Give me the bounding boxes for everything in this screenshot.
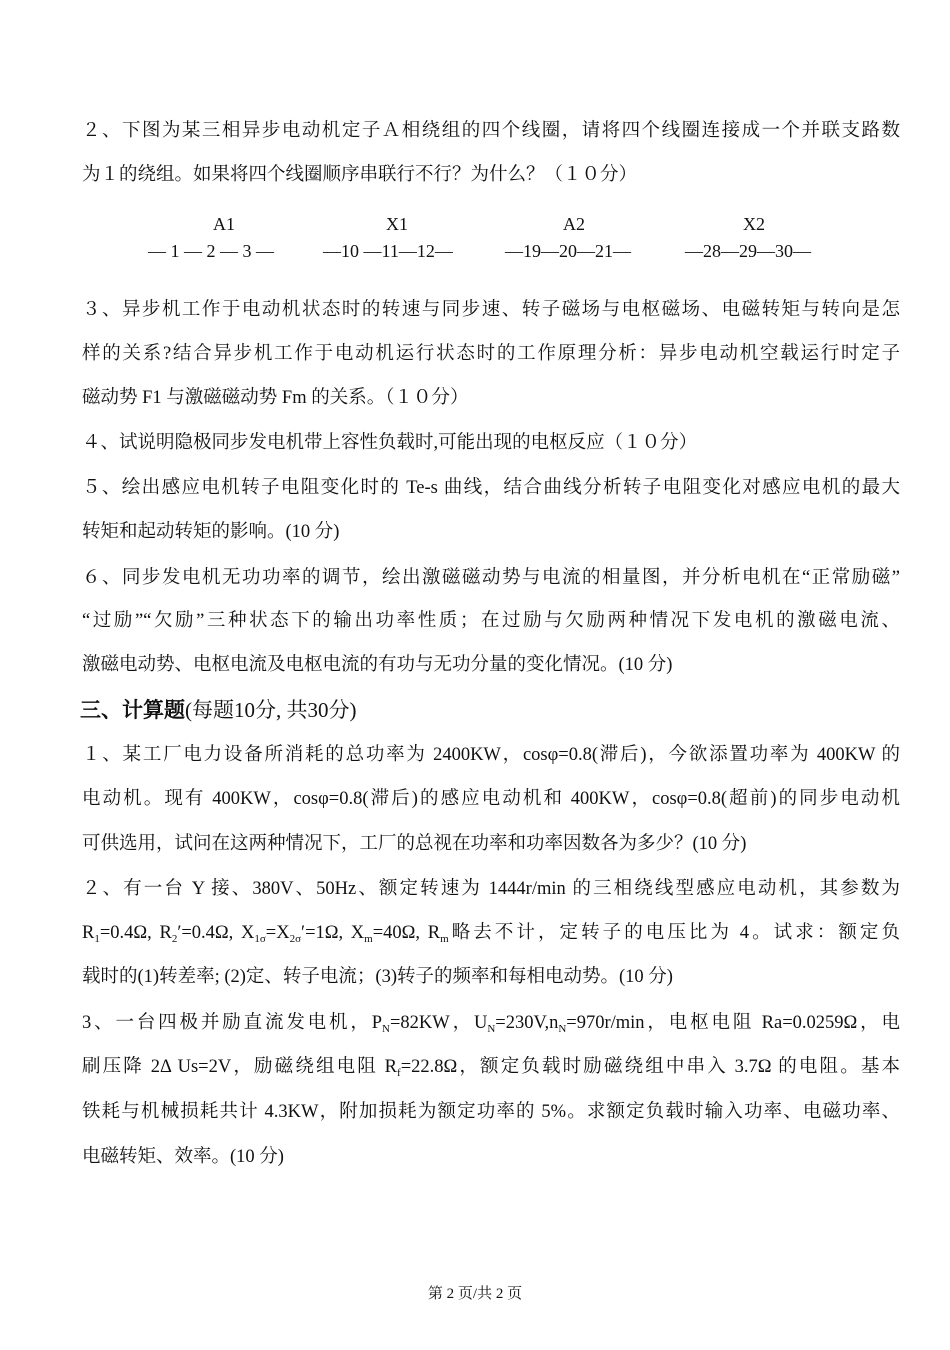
c2-rm-sub: m	[440, 933, 449, 945]
coil-diagram	[148, 241, 838, 267]
c3-text-b: =82KW，U	[390, 1013, 488, 1033]
c2-r1-val: =0.4Ω, R	[99, 923, 172, 943]
c3-text-e: 刷压降 2Δ Us=2V，励磁绕组电阻 R	[82, 1057, 398, 1077]
c3-nn-sub: N	[558, 1023, 567, 1035]
coil-sequence-x1: —10 —11—12—	[323, 241, 453, 261]
q5-line-2: 转矩和起动转矩的影响。(10 分)	[82, 522, 340, 542]
c3-text-c: =230V,n	[495, 1013, 559, 1033]
coil-sequence-a1: — 1 — 2 — 3 —	[148, 241, 274, 261]
page-number: 第 2 页/共 2 页	[427, 1286, 523, 1302]
section-note: (每题10分, 共30分)	[185, 698, 357, 722]
c2-r2-sub: 2	[171, 933, 178, 945]
c3-line-4: 电磁转矩、效率。(10 分)	[82, 1147, 284, 1167]
c3-line-1	[82, 1011, 900, 1035]
q2-line-2: 为１的绕组。如果将四个线圈顺序串联行不行？为什么？（１０分）	[82, 165, 638, 185]
c3-rf-sub: f	[397, 1067, 401, 1079]
q6-line-2: “过励”“欠励”三种状态下的输出功率性质；在过励与欠励两种情况下发电机的激磁电流、	[82, 611, 900, 631]
c3-line-2	[82, 1055, 900, 1079]
c1-line-2: 电动机。现有 400KW，cosφ=0.8(滞后)的感应电动机和 400KW，cosφ=0.8(超前)的同步电动机	[82, 789, 900, 809]
c2-xm-sub: m	[364, 933, 373, 945]
coil-label-a1: A1	[213, 214, 235, 234]
coil-sequence-a2: —19—20—21—	[505, 241, 631, 261]
q6-line-3: 激磁电动势、电枢电流及电枢电流的有功与无功分量的变化情况。(10 分)	[82, 655, 673, 675]
c3-text-d: =970r/min，电枢电阻 Ra=0.0259Ω，电	[566, 1013, 901, 1033]
c3-line-3: 铁耗与机械损耗共计 4.3KW，附加损耗为额定功率的 5%。求额定负载时输入功率、电磁功率、	[82, 1102, 900, 1122]
c2-r1-sub: 1	[94, 933, 100, 945]
coil-label-x2: X2	[743, 214, 765, 234]
q5-line-1: ５、绘出感应电机转子电阻变化时的 Te-s 曲线，结合曲线分析转子电阻变化对感应电机的最大	[82, 478, 900, 498]
c2-xm-val: =40Ω, R	[372, 923, 441, 943]
c2-r1: R	[82, 923, 95, 943]
coil-label-a2: A2	[563, 214, 585, 234]
c2-line-3: 载时的(1)转差率; (2)定、转子电流；(3)转子的频率和每相电动势。(10 分)	[82, 967, 673, 987]
c2-r2-val: ′=0.4Ω, X	[177, 923, 255, 943]
c2-rm-val: 略去不计，定转子的电压比为 4。试求：额定负	[448, 923, 900, 943]
c2-x2-sub: 2σ	[289, 933, 302, 945]
c2-line-1: ２、有一台 Y 接、380V、50Hz、额定转速为 1444r/min 的三相绕线型感应电动机，其参数为	[82, 879, 900, 899]
q2-line-1: ２、下图为某三相异步电动机定子Ａ相绕组的四个线圈，请将四个线圈连接成一个并联支路数	[82, 121, 900, 141]
c2-x2-val: ′=1Ω, X	[301, 923, 365, 943]
coil-sequence-x2: —28—29—30—	[685, 241, 811, 261]
c2-line-2	[82, 921, 900, 945]
c3-text-f: =22.8Ω，额定负载时励磁绕组中串入 3.7Ω 的电阻。基本	[400, 1057, 900, 1077]
section-heading	[80, 694, 357, 724]
q3-line-3: 磁动势 F1 与激磁磁动势 Fm 的关系。（１０分）	[82, 388, 469, 408]
c1-line-3: 可供选用，试问在这两种情况下，工厂的总视在功率和功率因数各为多少？(10 分)	[82, 834, 747, 854]
c2-x1-sub: 1σ	[254, 933, 266, 945]
coil-label-x1: X1	[386, 214, 408, 234]
q3-line-2: 样的关系?结合异步机工作于电动机运行状态时的工作原理分析：异步电动机空载运行时定子	[82, 344, 900, 364]
q4-line-1: ４、试说明隐极同步发电机带上容性负载时,可能出现的电枢反应（１０分）	[82, 433, 698, 453]
c2-x1-val: =X	[265, 923, 290, 943]
c3-text-a: 3、一台四极并励直流发电机，P	[82, 1013, 383, 1033]
c3-pn-sub: N	[382, 1023, 390, 1035]
c1-line-1: １、某工厂电力设备所消耗的总功率为 2400KW，cosφ=0.8(滞后)，今欲添置功率为 400KW 的	[82, 745, 900, 765]
q3-line-1: ３、异步机工作于电动机状态时的转速与同步速、转子磁场与电枢磁场、电磁转矩与转向是怎	[82, 300, 900, 320]
q6-line-1: ６、同步发电机无功功率的调节，绘出激磁磁动势与电流的相量图，并分析电机在“正常励磁”	[82, 568, 900, 588]
section-title: 三、计算题	[80, 698, 185, 722]
c3-un-sub: N	[487, 1023, 496, 1035]
